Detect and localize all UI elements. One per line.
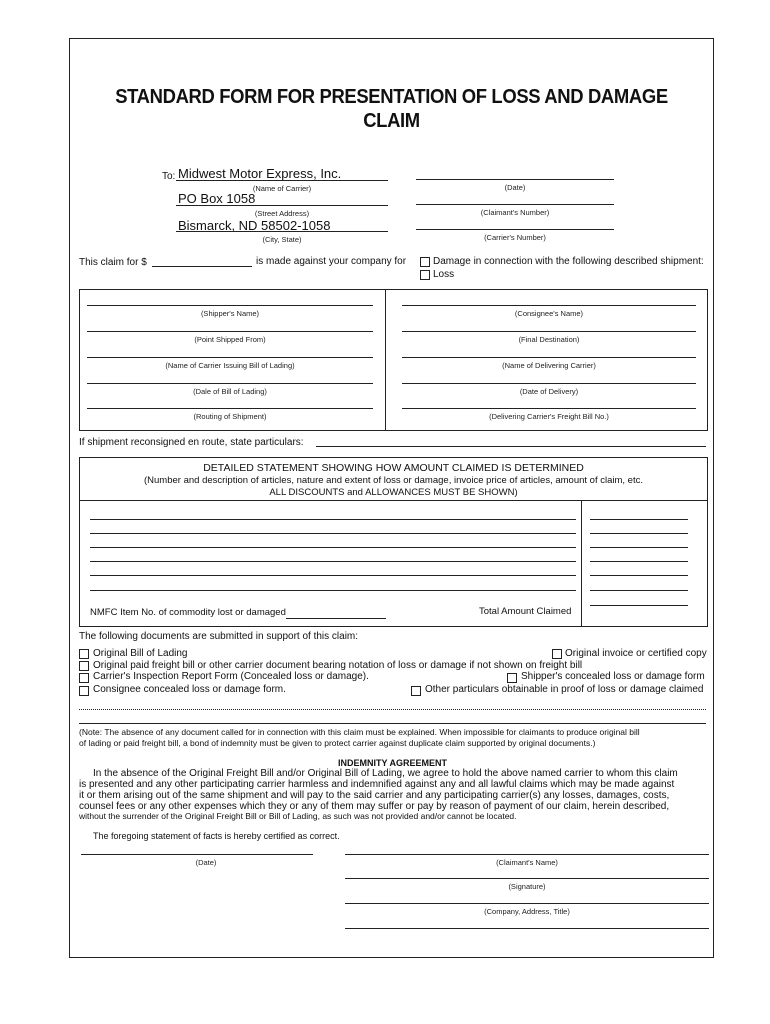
carrier-name-caption: (Name of Carrier) xyxy=(252,184,312,193)
claimant-number-field[interactable] xyxy=(416,204,614,205)
nmfc-field[interactable] xyxy=(286,618,386,619)
statement-sub1: (Number and description of articles, nature and extent of loss or damage, invoice price of articles, amount of claim, etc. xyxy=(144,475,643,486)
claim-prefix: This claim for $ xyxy=(79,257,147,268)
indemnity-l1: In the absence of the Original Freight Bill and/or Original Bill of Lading, we agree to hold the above named carrier to whom this claim xyxy=(93,768,678,779)
claimant-name-field[interactable] xyxy=(345,854,709,855)
final-destination-caption: (Final Destination) xyxy=(518,335,580,344)
indemnity-l3: it or them arising out of the same shipment and will pay to the said carrier and any participating carrier(s) any losses, damages, costs, xyxy=(79,790,670,801)
consignee-concealed-checkbox[interactable] xyxy=(79,686,89,696)
signature-field[interactable] xyxy=(345,878,709,879)
inspection-checkbox[interactable] xyxy=(79,673,89,683)
documents-heading: The following documents are submitted in support of this claim: xyxy=(79,631,359,642)
nmfc-label: NMFC Item No. of commodity lost or damaged xyxy=(90,607,286,618)
company-field[interactable] xyxy=(345,903,709,904)
statement-sub2: ALL DISCOUNTS and ALLOWANCES MUST BE SHOWN) xyxy=(269,487,518,498)
claimant-name-caption: (Claimant's Name) xyxy=(496,858,558,867)
bill-date-caption: (Dale of Bill of Lading) xyxy=(193,387,267,396)
total-label: Total Amount Claimed xyxy=(479,606,572,617)
shipper-concealed-label: Shipper's concealed loss or damage form xyxy=(521,671,705,682)
indemnity-l4: counsel fees or any other expenses which they or any of them may suffer or pay by reason of payment of our claim, herein described, xyxy=(79,801,670,812)
indemnity-l5: without the surrender of the Original Freight Bill or Bill of Lading, as such was not provided and/or cannot be located. xyxy=(79,811,517,821)
option-damage: Damage in connection with the following described shipment: xyxy=(433,256,704,267)
carrier-name: Midwest Motor Express, Inc. xyxy=(178,166,342,181)
other-particulars-checkbox[interactable] xyxy=(411,686,421,696)
delivering-carrier-caption: (Name of Delivering Carrier) xyxy=(502,361,596,370)
option-loss: Loss xyxy=(433,269,455,280)
loss-checkbox[interactable] xyxy=(420,270,430,280)
damage-checkbox[interactable] xyxy=(420,257,430,267)
inspection-label: Carrier's Inspection Report Form (Concealed loss or damage). xyxy=(93,671,369,682)
claim-amount-field[interactable] xyxy=(152,266,252,267)
freight-bill-label: Original paid freight bill or other carrier document bearing notation of loss or damage if not shown on freight bill xyxy=(93,660,583,671)
reconsigned-label: If shipment reconsigned en route, state particulars: xyxy=(79,437,304,448)
claim-form-page xyxy=(69,38,714,958)
signature-date-field[interactable] xyxy=(81,854,313,855)
carrier-number-caption: (Carrier's Number) xyxy=(484,233,546,242)
carrier-street-caption: (Street Address) xyxy=(254,209,310,218)
note-line1: (Note: The absence of any document called for in connection with this claim must be explained. When impossible for claimants to produce original bill xyxy=(79,727,640,737)
carrier-number-field[interactable] xyxy=(416,229,614,230)
freight-bill-caption: (Delivering Carrier's Freight Bill No.) xyxy=(489,412,609,421)
date-field[interactable] xyxy=(416,179,614,180)
statement-heading: DETAILED STATEMENT SHOWING HOW AMOUNT CLAIMED IS DETERMINED xyxy=(203,462,584,474)
date-caption: (Date) xyxy=(504,183,526,192)
carrier-city: Bismarck, ND 58502-1058 xyxy=(178,218,331,233)
reconsigned-field[interactable] xyxy=(316,446,706,447)
other-particulars-label: Other particulars obtainable in proof of loss or damage claimed xyxy=(425,684,704,695)
original-invoice-checkbox[interactable] xyxy=(552,649,562,659)
indemnity-l2: is presented and any other participating carrier harmless and indemnified against any and all lawful claims which may be made against xyxy=(79,779,675,790)
original-bill-label: Original Bill of Lading xyxy=(93,648,188,659)
shipper-name-caption: (Shipper's Name) xyxy=(200,309,260,318)
signature-caption: (Signature) xyxy=(508,882,546,891)
consignee-concealed-label: Consignee concealed loss or damage form. xyxy=(93,684,286,695)
claim-middle: is made against your company for xyxy=(256,256,407,267)
original-invoice-label: Original invoice or certified copy xyxy=(565,648,707,659)
form-title: STANDARD FORM FOR PRESENTATION OF LOSS AND DAMAGE CLAIM xyxy=(115,85,668,132)
indemnity-heading: INDEMNITY AGREEMENT xyxy=(337,758,447,768)
issuing-carrier-caption: (Name of Carrier Issuing Bill of Lading) xyxy=(165,361,295,370)
carrier-city-caption: (City, State) xyxy=(262,235,302,244)
certified-statement: The foregoing statement of facts is hereby certified as correct. xyxy=(93,831,340,841)
delivery-date-caption: (Date of Delivery) xyxy=(519,387,579,396)
claimant-number-caption: (Claimant's Number) xyxy=(480,208,550,217)
point-shipped-caption: (Point Shipped From) xyxy=(194,335,266,344)
shipper-concealed-checkbox[interactable] xyxy=(507,673,517,683)
company-caption: (Company, Address, Title) xyxy=(484,907,570,916)
freight-bill-checkbox[interactable] xyxy=(79,661,89,671)
extra-signature-line[interactable] xyxy=(345,928,709,929)
routing-caption: (Routing of Shipment) xyxy=(193,412,267,421)
consignee-name-caption: (Consignee's Name) xyxy=(514,309,584,318)
original-bill-checkbox[interactable] xyxy=(79,649,89,659)
note-line2: of lading or paid freight bill, a bond of indemnity must be given to protect carrier against duplicate claim supported by original documents.) xyxy=(79,738,596,748)
signature-date-caption: (Date) xyxy=(195,858,217,867)
carrier-street: PO Box 1058 xyxy=(178,191,256,206)
to-label: To: xyxy=(162,171,176,182)
